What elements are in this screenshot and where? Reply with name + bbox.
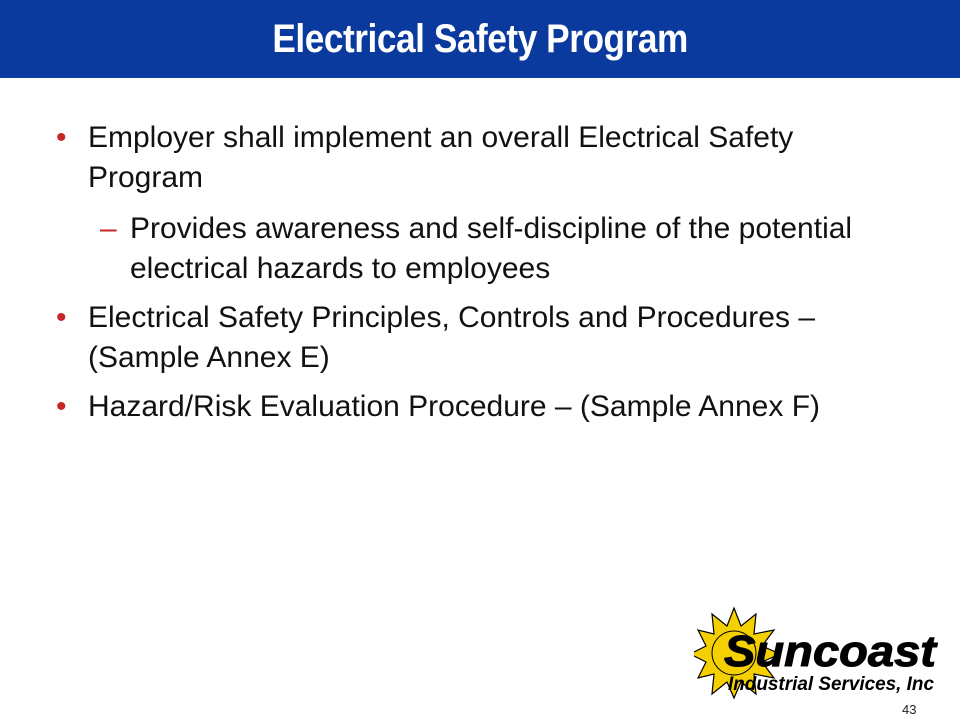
sub-bullet-item [50,209,910,289]
logo-tagline: Industrial Services, Inc [728,674,935,695]
bullet-item [50,298,910,378]
sub-bullet-mark: – [100,212,117,245]
page-number: 43 [902,702,917,717]
bullet-text: Hazard/Risk Evaluation Procedure – (Sample Annex F) [88,390,821,423]
slide-title: Electrical Safety Program [272,16,688,61]
bullet-mark: • [56,121,67,154]
bullet-item [50,387,910,427]
bullet-item [50,118,910,198]
bullet-mark: • [56,390,67,423]
slide-content [50,118,910,436]
sub-bullet-text: Provides awareness and self-discipline of the potential electrical hazards to employees [130,212,853,285]
bullet-mark: • [56,301,67,334]
title-bar [0,0,960,78]
company-logo [694,604,944,700]
bullet-text: Employer shall implement an overall Electrical Safety Program [88,121,794,194]
bullet-text: Electrical Safety Principles, Controls and Procedures – (Sample Annex E) [88,301,816,374]
logo-name: Suncoast [724,627,939,676]
